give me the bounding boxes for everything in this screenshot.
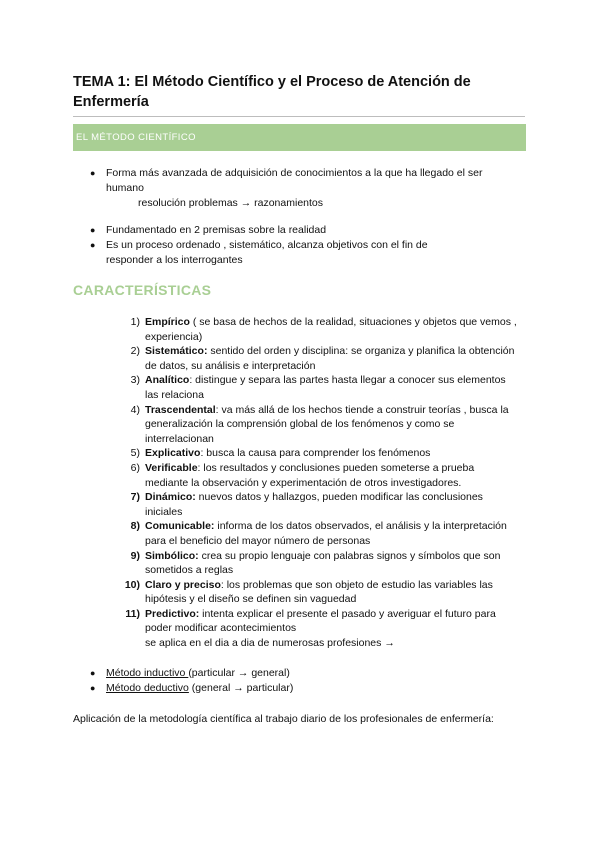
item-desc: ( se basa de hechos de la realidad, situaciones y objetos que vemos , experiencia) <box>145 316 517 343</box>
item-term: Claro y preciso <box>145 578 221 591</box>
item-desc: nuevos datos y hallazgos, pueden modificar las conclusiones iniciales <box>145 491 483 518</box>
characteristic-item <box>118 373 518 402</box>
characteristics-list <box>118 315 518 651</box>
item-term: Sistemático: <box>145 345 208 358</box>
characteristic-item <box>118 315 518 344</box>
list-item <box>90 666 490 681</box>
bullet-icon: ● <box>90 668 96 678</box>
item-number: 8) <box>130 520 140 533</box>
bullet-icon: ● <box>90 168 96 178</box>
characteristics-heading: CARACTERÍSTICAS <box>73 282 212 298</box>
item-term: Empírico <box>145 316 190 328</box>
item-number: 1) <box>130 316 140 328</box>
item-term: Comunicable: <box>145 520 215 533</box>
item-number: 4) <box>130 403 140 416</box>
item-desc: : los resultados y conclusiones pueden someterse a prueba mediante la observación y experimentación de otros investigadores. <box>145 461 475 489</box>
item-desc: intenta explicar el presente el pasado y averiguar el futuro para poder modificar acontecimientos <box>145 607 496 635</box>
item-term: Predictivo: <box>145 607 200 620</box>
characteristic-item <box>118 461 518 490</box>
characteristic-item <box>118 490 518 519</box>
bullet-text: Fundamentado en 2 premisas sobre la realidad <box>106 224 327 236</box>
bullet-icon: ● <box>90 225 96 235</box>
item-desc: informa de los datos observados, el análisis y la interpretación para el beneficio del mayor número de personas <box>145 520 507 547</box>
method-detail: (particular → general) <box>188 667 290 679</box>
bullet-text: Es un proceso ordenado , sistemático, alcanza objetivos con el fin de responder a los interrogantes <box>106 239 428 266</box>
list-item <box>90 166 510 211</box>
list-item <box>90 681 490 696</box>
item-number: 5) <box>130 447 140 460</box>
bullet-subtext: resolución problemas → razonamientos <box>138 197 324 209</box>
intro-list <box>90 166 510 211</box>
item-number: 7) <box>130 491 140 504</box>
item-term: Trascendental <box>145 403 216 416</box>
item-extra: se aplica en el dia a dia de numerosas profesiones → <box>145 637 395 650</box>
item-number: 3) <box>130 374 140 387</box>
item-desc: : los problemas que son objeto de estudio las variables las hipótesis y el diseño se definen sin vaguedad <box>145 578 493 606</box>
item-number: 9) <box>130 549 140 562</box>
item-number: 2) <box>130 345 140 358</box>
bullet-icon: ● <box>90 683 96 693</box>
bullet-icon: ● <box>90 240 96 250</box>
item-term: Explicativo <box>145 447 201 460</box>
item-term: Dinámico: <box>145 491 196 504</box>
closing-paragraph: Aplicación de la metodología científica al trabajo diario de los profesionales de enfermería: <box>73 713 494 725</box>
item-desc: : distingue y separa las partes hasta llegar a conocer sus elementos las relaciona <box>145 374 506 401</box>
characteristic-item <box>118 549 518 578</box>
methods-list <box>90 666 490 696</box>
item-term: Simbólico: <box>145 549 199 562</box>
bullet-text: Forma más avanzada de adquisición de conocimientos a la que ha llegado el ser humano <box>106 167 483 194</box>
section-band: EL MÉTODO CIENTÍFICO <box>73 124 526 151</box>
characteristic-item <box>118 607 518 651</box>
list-item <box>90 223 470 238</box>
characteristic-item <box>118 403 518 447</box>
page-title: TEMA 1: El Método Científico y el Proceso de Atención de Enfermería <box>73 74 471 110</box>
characteristic-item <box>118 344 518 373</box>
item-desc: : busca la causa para comprender los fenómenos <box>200 447 431 460</box>
list-item <box>90 238 470 268</box>
item-term: Verificable <box>145 461 198 474</box>
item-number: 11) <box>125 607 140 620</box>
method-name: Método deductivo <box>106 682 189 694</box>
characteristic-item <box>118 578 518 607</box>
method-name: Método inductivo <box>106 667 189 679</box>
characteristic-item <box>118 519 518 548</box>
item-desc: sentido del orden y disciplina: se organiza y planifica la obtención de datos, su análisis e interpretación <box>145 345 515 372</box>
item-number: 10) <box>124 578 140 591</box>
characteristic-item <box>118 446 518 461</box>
item-desc: : va más allá de los hechos tiende a construir teorías , busca la generalización la comprensión global de los fenómenos y como se interrelacionan <box>145 403 509 445</box>
item-number: 6) <box>130 461 140 474</box>
intro-list-2 <box>90 223 470 268</box>
method-detail: (general → particular) <box>188 682 294 694</box>
title-divider <box>73 116 525 117</box>
item-term: Analítico <box>145 374 190 387</box>
item-desc: crea su propio lenguaje con palabras signos y símbolos que son sometidos a reglas <box>145 549 501 577</box>
